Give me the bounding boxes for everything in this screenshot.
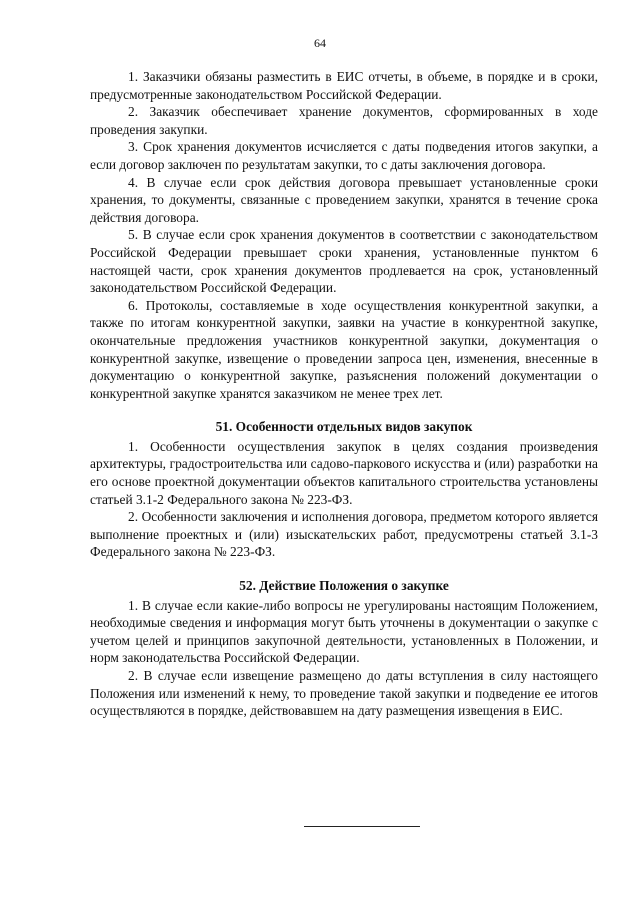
paragraph: 6. Протоколы, составляемые в ходе осуществления конкурентной закупки, а также по итогам конкурентной закупки, заявки на участие в конкурентной закупке, окончательные предложения участников конкурентной закупки, документация о конкурентной закупке, извещение о проведении запроса цен, изменения, внесенные в документацию о конкурентной закупке, разъяснения положений документации о конкурентной закупке хранятся заказчиком не менее трех лет.: [90, 297, 598, 401]
paragraph: 2. Особенности заключения и исполнения договора, предметом которого является выполнение проектных и (или) изыскательских работ, предусмотрены статьей 3.1-3 Федерального закона № 223-ФЗ.: [90, 509, 598, 560]
page-number: 64: [314, 36, 326, 50]
paragraph: 1. Заказчики обязаны разместить в ЕИС отчеты, в объеме, в порядке и в сроки, предусмотренные законодательством Российской Федерации.: [90, 69, 598, 102]
end-divider: [304, 826, 420, 827]
section-52: [90, 577, 598, 720]
section-heading: 51. Особенности отдельных видов закупок: [215, 419, 473, 435]
paragraph: 2. Заказчик обеспечивает хранение документов, сформированных в ходе проведения закупки.: [90, 104, 598, 137]
section-51: [90, 418, 598, 561]
section-heading: 52. Действие Положения о закупке: [239, 578, 449, 594]
paragraph: 1. В случае если какие-либо вопросы не урегулированы настоящим Положением, необходимые сведения и информация могут быть уточнены в документации о закупке с учетом целей и принципов закупочной деятельности, установленных в Положении, и норм законодательства Российской Федерации.: [90, 597, 598, 666]
paragraph: 3. Срок хранения документов исчисляется с даты подведения итогов закупки, а если договор заключен по результатам закупки, то с даты заключения договора.: [90, 139, 598, 172]
document-body: [90, 68, 598, 720]
paragraph: 4. В случае если срок действия договора превышает установленные сроки хранения, то документы, связанные с проведением закупки, хранятся в течение срока действия договора.: [90, 174, 598, 225]
paragraph: 5. В случае если срок хранения документов в соответствии с законодательством Российской Федерации превышает сроки хранения, установленные пунктом 6 настоящей части, срок хранения документов продлевается на срок, установленный законодательством Российской Федерации.: [90, 227, 598, 296]
paragraph: 2. В случае если извещение размещено до даты вступления в силу настоящего Положения или изменений к нему, то проведение такой закупки и подведение ее итогов осуществляются в порядке, действовавшем на дату размещения извещения в ЕИС.: [90, 668, 598, 719]
paragraph: 1. Особенности осуществления закупок в целях создания произведения архитектуры, градостроительства или садово-паркового искусства и (или) разработки на его основе проектной документации объектов капитального строительства установлены статьей 3.1-2 Федерального закона № 223-ФЗ.: [90, 438, 598, 507]
